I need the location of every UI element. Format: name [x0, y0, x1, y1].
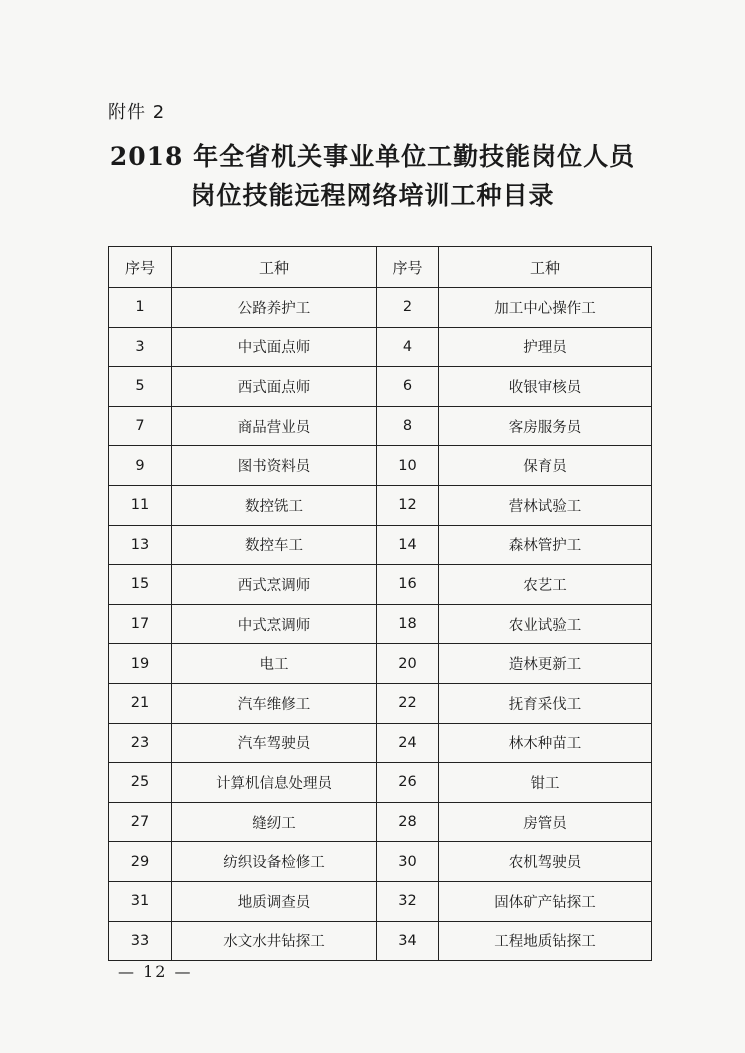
- table-row: [109, 485, 652, 525]
- cell-job-title: 中式面点师: [172, 327, 377, 367]
- table-header-row: [109, 247, 652, 288]
- cell-job-title: 营林试验工: [439, 485, 652, 525]
- cell-job-title: 农机驾驶员: [439, 842, 652, 882]
- cell-job-title: 数控铣工: [172, 485, 377, 525]
- cell-job-title: 护理员: [439, 327, 652, 367]
- cell-job-title: 森林管护工: [439, 525, 652, 565]
- cell-number: 26: [377, 763, 439, 803]
- table-row: [109, 644, 652, 684]
- cell-job-title: 地质调查员: [172, 881, 377, 921]
- cell-number: 28: [377, 802, 439, 842]
- job-catalog-table: [108, 246, 652, 961]
- cell-job-title: 工程地质钻探工: [439, 921, 652, 961]
- cell-job-title: 房管员: [439, 802, 652, 842]
- cell-number: 23: [109, 723, 172, 763]
- cell-number: 1: [109, 288, 172, 328]
- table-row: [109, 881, 652, 921]
- cell-job-title: 钳工: [439, 763, 652, 803]
- cell-job-title: 固体矿产钻探工: [439, 881, 652, 921]
- cell-number: 6: [377, 367, 439, 407]
- cell-job-title: 西式面点师: [172, 367, 377, 407]
- cell-number: 25: [109, 763, 172, 803]
- table-row: [109, 604, 652, 644]
- cell-number: 32: [377, 881, 439, 921]
- cell-number: 31: [109, 881, 172, 921]
- cell-job-title: 汽车驾驶员: [172, 723, 377, 763]
- cell-number: 30: [377, 842, 439, 882]
- cell-job-title: 造林更新工: [439, 644, 652, 684]
- cell-job-title: 电工: [172, 644, 377, 684]
- cell-job-title: 农业试验工: [439, 604, 652, 644]
- cell-job-title: 缝纫工: [172, 802, 377, 842]
- header-job-left: 工种: [172, 247, 377, 288]
- table-body: [109, 288, 652, 961]
- cell-number: 5: [109, 367, 172, 407]
- cell-job-title: 加工中心操作工: [439, 288, 652, 328]
- cell-job-title: 公路养护工: [172, 288, 377, 328]
- table-row: [109, 525, 652, 565]
- cell-number: 19: [109, 644, 172, 684]
- header-no-left: 序号: [109, 247, 172, 288]
- cell-job-title: 汽车维修工: [172, 683, 377, 723]
- cell-number: 22: [377, 683, 439, 723]
- cell-number: 17: [109, 604, 172, 644]
- cell-number: 11: [109, 485, 172, 525]
- table-row: [109, 921, 652, 961]
- cell-job-title: 西式烹调师: [172, 565, 377, 605]
- table-row: [109, 802, 652, 842]
- cell-job-title: 纺织设备检修工: [172, 842, 377, 882]
- cell-number: 14: [377, 525, 439, 565]
- cell-job-title: 收银审核员: [439, 367, 652, 407]
- cell-job-title: 林木种苗工: [439, 723, 652, 763]
- header-job-right: 工种: [439, 247, 652, 288]
- cell-number: 13: [109, 525, 172, 565]
- cell-number: 9: [109, 446, 172, 486]
- cell-job-title: 数控车工: [172, 525, 377, 565]
- cell-job-title: 保育员: [439, 446, 652, 486]
- cell-number: 21: [109, 683, 172, 723]
- cell-number: 10: [377, 446, 439, 486]
- table-row: [109, 763, 652, 803]
- table-row: [109, 367, 652, 407]
- cell-number: 20: [377, 644, 439, 684]
- cell-number: 3: [109, 327, 172, 367]
- cell-job-title: 计算机信息处理员: [172, 763, 377, 803]
- cell-number: 34: [377, 921, 439, 961]
- cell-number: 15: [109, 565, 172, 605]
- cell-number: 16: [377, 565, 439, 605]
- table-row: [109, 723, 652, 763]
- table-row: [109, 327, 652, 367]
- cell-number: 2: [377, 288, 439, 328]
- cell-number: 27: [109, 802, 172, 842]
- cell-number: 24: [377, 723, 439, 763]
- cell-number: 33: [109, 921, 172, 961]
- page-number: — 12 —: [118, 962, 193, 981]
- page-title-line-1: 2018 年全省机关事业单位工勤技能岗位人员: [109, 142, 636, 171]
- cell-number: 8: [377, 406, 439, 446]
- cell-number: 29: [109, 842, 172, 882]
- table-row: [109, 565, 652, 605]
- table-row: [109, 683, 652, 723]
- cell-job-title: 图书资料员: [172, 446, 377, 486]
- table-row: [109, 842, 652, 882]
- table-row: [109, 288, 652, 328]
- cell-number: 4: [377, 327, 439, 367]
- table-row: [109, 446, 652, 486]
- page-title-line-2: 岗位技能远程网络培训工种目录: [190, 181, 555, 210]
- cell-number: 12: [377, 485, 439, 525]
- cell-job-title: 中式烹调师: [172, 604, 377, 644]
- cell-job-title: 农艺工: [439, 565, 652, 605]
- cell-job-title: 客房服务员: [439, 406, 652, 446]
- table-row: [109, 406, 652, 446]
- header-no-right: 序号: [377, 247, 439, 288]
- attachment-label: 附件 2: [108, 102, 166, 123]
- cell-job-title: 抚育采伐工: [439, 683, 652, 723]
- cell-job-title: 商品营业员: [172, 406, 377, 446]
- cell-job-title: 水文水井钻探工: [172, 921, 377, 961]
- cell-number: 18: [377, 604, 439, 644]
- cell-number: 7: [109, 406, 172, 446]
